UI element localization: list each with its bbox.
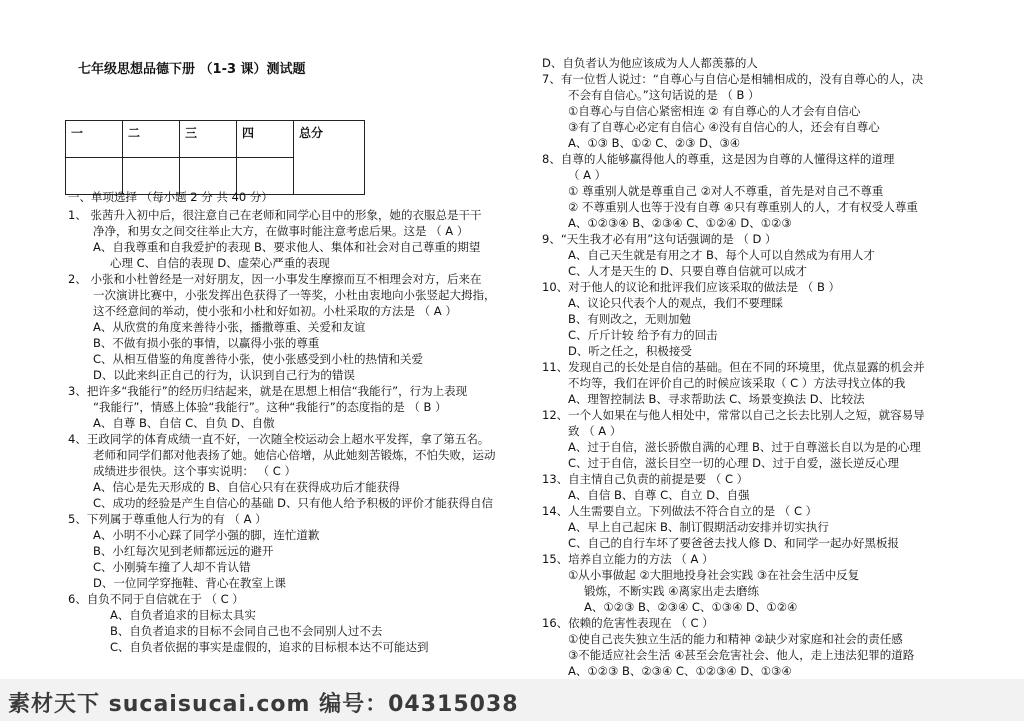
question-line: 1、 张茜升入初中后，很注意自己在老师和同学心目中的形象，她的衣服总是干干 [68, 208, 482, 222]
option-line: C、小刚骑车撞了人却不肯认错 [93, 560, 251, 574]
option-line: ①从小事做起 ②大胆地投身社会实践 ③在社会生活中反复 [568, 568, 860, 582]
score-header-2: 二 [123, 121, 180, 158]
option-line: B、自负者追求的目标不会同自己也不会同别人过不去 [110, 624, 383, 638]
question-line: 8、自尊的人能够赢得他人的尊重，这是因为自尊的人懂得这样的道理 [542, 152, 895, 166]
question-line: 11、发现自己的长处是自信的基础。但在不同的环境里，优点显露的机会并 [542, 360, 925, 374]
question-line: 这不经意间的举动，使小张和小杜和好如初。小杜采取的方法是 （ A ） [93, 304, 457, 318]
option-line: A、过于自信，滋长骄傲自满的心理 B、过于自尊滋长自以为是的心理 [568, 440, 921, 454]
option-line: ③不能适应社会生活 ④甚至会危害社会、他人，走上违法犯罪的道路 [568, 648, 915, 662]
question-line: （ A ） [568, 168, 607, 182]
question-line: 12、一个人如果在与他人相处中，常常以自己之长去比别人之短，就容易导 [542, 408, 925, 422]
option-line: ② 不尊重别人也等于没有自尊 ④只有尊重别人的人，才有权受人尊重 [568, 200, 918, 214]
question-line: 7、有一位哲人说过：“自尊心与自信心是相辅相成的，没有自尊心的人，决 [542, 72, 924, 86]
watermark-text: 素材天下 sucaisucai.com 编号：04315038 [8, 692, 519, 717]
option-line: A、自我尊重和自我爱护的表现 B、要求他人、集体和社会对自己尊重的期望 [93, 240, 481, 254]
watermark-footer [0, 679, 1024, 721]
question-line: 15、培养自立能力的方法 （ A ） [542, 552, 714, 566]
option-line: A、小明不小心踩了同学小强的脚，连忙道歉 [93, 528, 320, 542]
option-line: C、过于自信，滋长目空一切的心理 D、过于自爱，滋长逆反心理 [568, 456, 900, 470]
question-line: 10、对于他人的议论和批评我们应该采取的做法是 （ B ） [542, 280, 840, 294]
option-line: A、信心是先天形成的 B、自信心只有在获得成功后才能获得 [93, 480, 400, 494]
option-line: A、自信 B、自尊 C、自立 D、自强 [568, 488, 750, 502]
question-line: 5、下列属于尊重他人行为的有 （ A ） [68, 512, 267, 526]
option-line: C、从相互借鉴的角度善待小张，使小张感受到小杜的热情和关爱 [93, 352, 424, 366]
section-heading: 一、单项选择 （每小题 2 分 共 40 分） [68, 190, 273, 204]
option-line: A、①③ B、①② C、②③ D、③④ [568, 136, 741, 150]
page-title: 七年级思想品德下册 （1-3 课）测试题 [78, 62, 306, 77]
score-header-3: 三 [180, 121, 237, 158]
option-line: A、议论只代表个人的观点，我们不要理睬 [568, 296, 783, 310]
option-line: D、以此来纠正自己的行为，认识到自己行为的错误 [93, 368, 355, 382]
score-header-1: 一 [66, 121, 123, 158]
option-line: A、自尊 B、自信 C、自负 D、自傲 [93, 416, 275, 430]
option-line: A、理智控制法 B、寻求帮助法 C、场景变换法 D、比较法 [568, 392, 865, 406]
option-line: D、一位同学穿拖鞋、背心在教室上课 [93, 576, 286, 590]
score-table [65, 120, 365, 195]
option-line: D、听之任之，积极接受 [568, 344, 692, 358]
score-cell [237, 158, 294, 195]
question-line: 3、把许多“我能行”的经历归结起来，就是在思想上相信“我能行”，行为上表现 [68, 384, 468, 398]
option-line: ① 尊重别人就是尊重自己 ②对人不尊重，首先是对自己不尊重 [568, 184, 884, 198]
option-line: C、自己的自行车坏了要爸爸去找人修 D、和同学一起办好黑板报 [568, 536, 900, 550]
question-line: 14、人生需要自立。下列做法不符合自立的是 （ C ） [542, 504, 818, 518]
question-line: 老师和同学们都对他表扬了她。她信心倍增，从此她刻苦锻炼，不怕失败，运动 [93, 448, 496, 462]
score-table-header-row [66, 121, 365, 158]
question-line: 9、“天生我才必有用”这句话强调的是 （ D ） [542, 232, 777, 246]
option-line: A、①②③④ B、②③④ C、①②④ D、①②③ [568, 216, 792, 230]
score-header-total: 总分 [294, 121, 365, 195]
option-line: ①自尊心与自信心紧密相连 ② 有自尊心的人才会有自信心 [568, 104, 861, 118]
option-line: B、小红每次见到老师都远远的避开 [93, 544, 274, 558]
option-line: A、自负者追求的目标太具实 [110, 608, 256, 622]
question-line: 不均等，我们在评价自己的时候应该采取（ C ）方法寻找立体的我 [568, 376, 906, 390]
question-line: 一次演讲比赛中，小张发挥出色获得了一等奖，小杜由衷地向小张竖起大拇指， [93, 288, 496, 302]
question-line: 6、自负不同于自信就在于 （ C ） [68, 592, 244, 606]
score-cell [66, 158, 123, 195]
score-header-4: 四 [237, 121, 294, 158]
option-line: C、自负者依据的事实是虚假的，追求的目标根本达不可能达到 [110, 640, 429, 654]
option-line: B、不做有损小张的事情，以赢得小张的尊重 [93, 336, 320, 350]
question-line: 2、 小张和小杜曾经是一对好朋友，因一小事发生摩擦而互不相理会对方，后来在 [68, 272, 482, 286]
question-line: 16、依赖的危害性表现在 （ C ） [542, 616, 714, 630]
score-cell [180, 158, 237, 195]
question-line: 成绩进步很快。这个事实说明： （ C ） [93, 464, 296, 478]
question-line: 致 （ A ） [568, 424, 622, 438]
option-line: ③有了自尊心必定有自信心 ④没有自信心的人，还会有自尊心 [568, 120, 880, 134]
option-line: A、从欣赏的角度来善待小张，播撒尊重、关爱和友谊 [93, 320, 366, 334]
score-cell [123, 158, 180, 195]
option-line: A、①②③ B、②③④ C、①②③④ D、①③④ [568, 664, 792, 678]
option-line: D、自负者认为他应该成为人人都羡慕的人 [542, 56, 758, 70]
question-line: 13、自主情自己负责的前提是要 （ C ） [542, 472, 749, 486]
option-line: A、①②③ B、②③④ C、①③④ D、①②④ [584, 600, 798, 614]
option-line: C、斤斤计较 给予有力的回击 [568, 328, 718, 342]
option-line: A、早上自己起床 B、制订假期活动安排并切实执行 [568, 520, 829, 534]
option-line: C、人才是天生的 D、只要自尊自信就可以成才 [568, 264, 808, 278]
option-line: B、有则改之，无则加勉 [568, 312, 691, 326]
question-line: 4、王政同学的体育成绩一直不好，一次随全校运动会上超水平发挥，拿了第五名。 [68, 432, 490, 446]
question-line: 不会有自信心。”这句话说的是 （ B ） [568, 88, 760, 102]
question-line: 净净，和男女之间交往举止大方，在做事时能注意考虑后果。这是 （ A ） [93, 224, 469, 238]
option-line: A、自己天生就是有用之才 B、每个人可以自然成为有用人才 [568, 248, 875, 262]
option-line: C、成功的经验是产生自信心的基础 D、只有他人给予积极的评价才能获得自信 [93, 496, 494, 510]
option-line: 心理 C、自信的表现 D、虚荣心严重的表现 [110, 256, 330, 270]
question-line: “我能行”，情感上体验“我能行”。这种“我能行”的态度指的是 （ B ） [93, 400, 447, 414]
option-line: 锻炼，不断实践 ④离家出走去磨练 [584, 584, 759, 598]
option-line: ①使自己丧失独立生活的能力和精神 ②缺少对家庭和社会的责任感 [568, 632, 903, 646]
